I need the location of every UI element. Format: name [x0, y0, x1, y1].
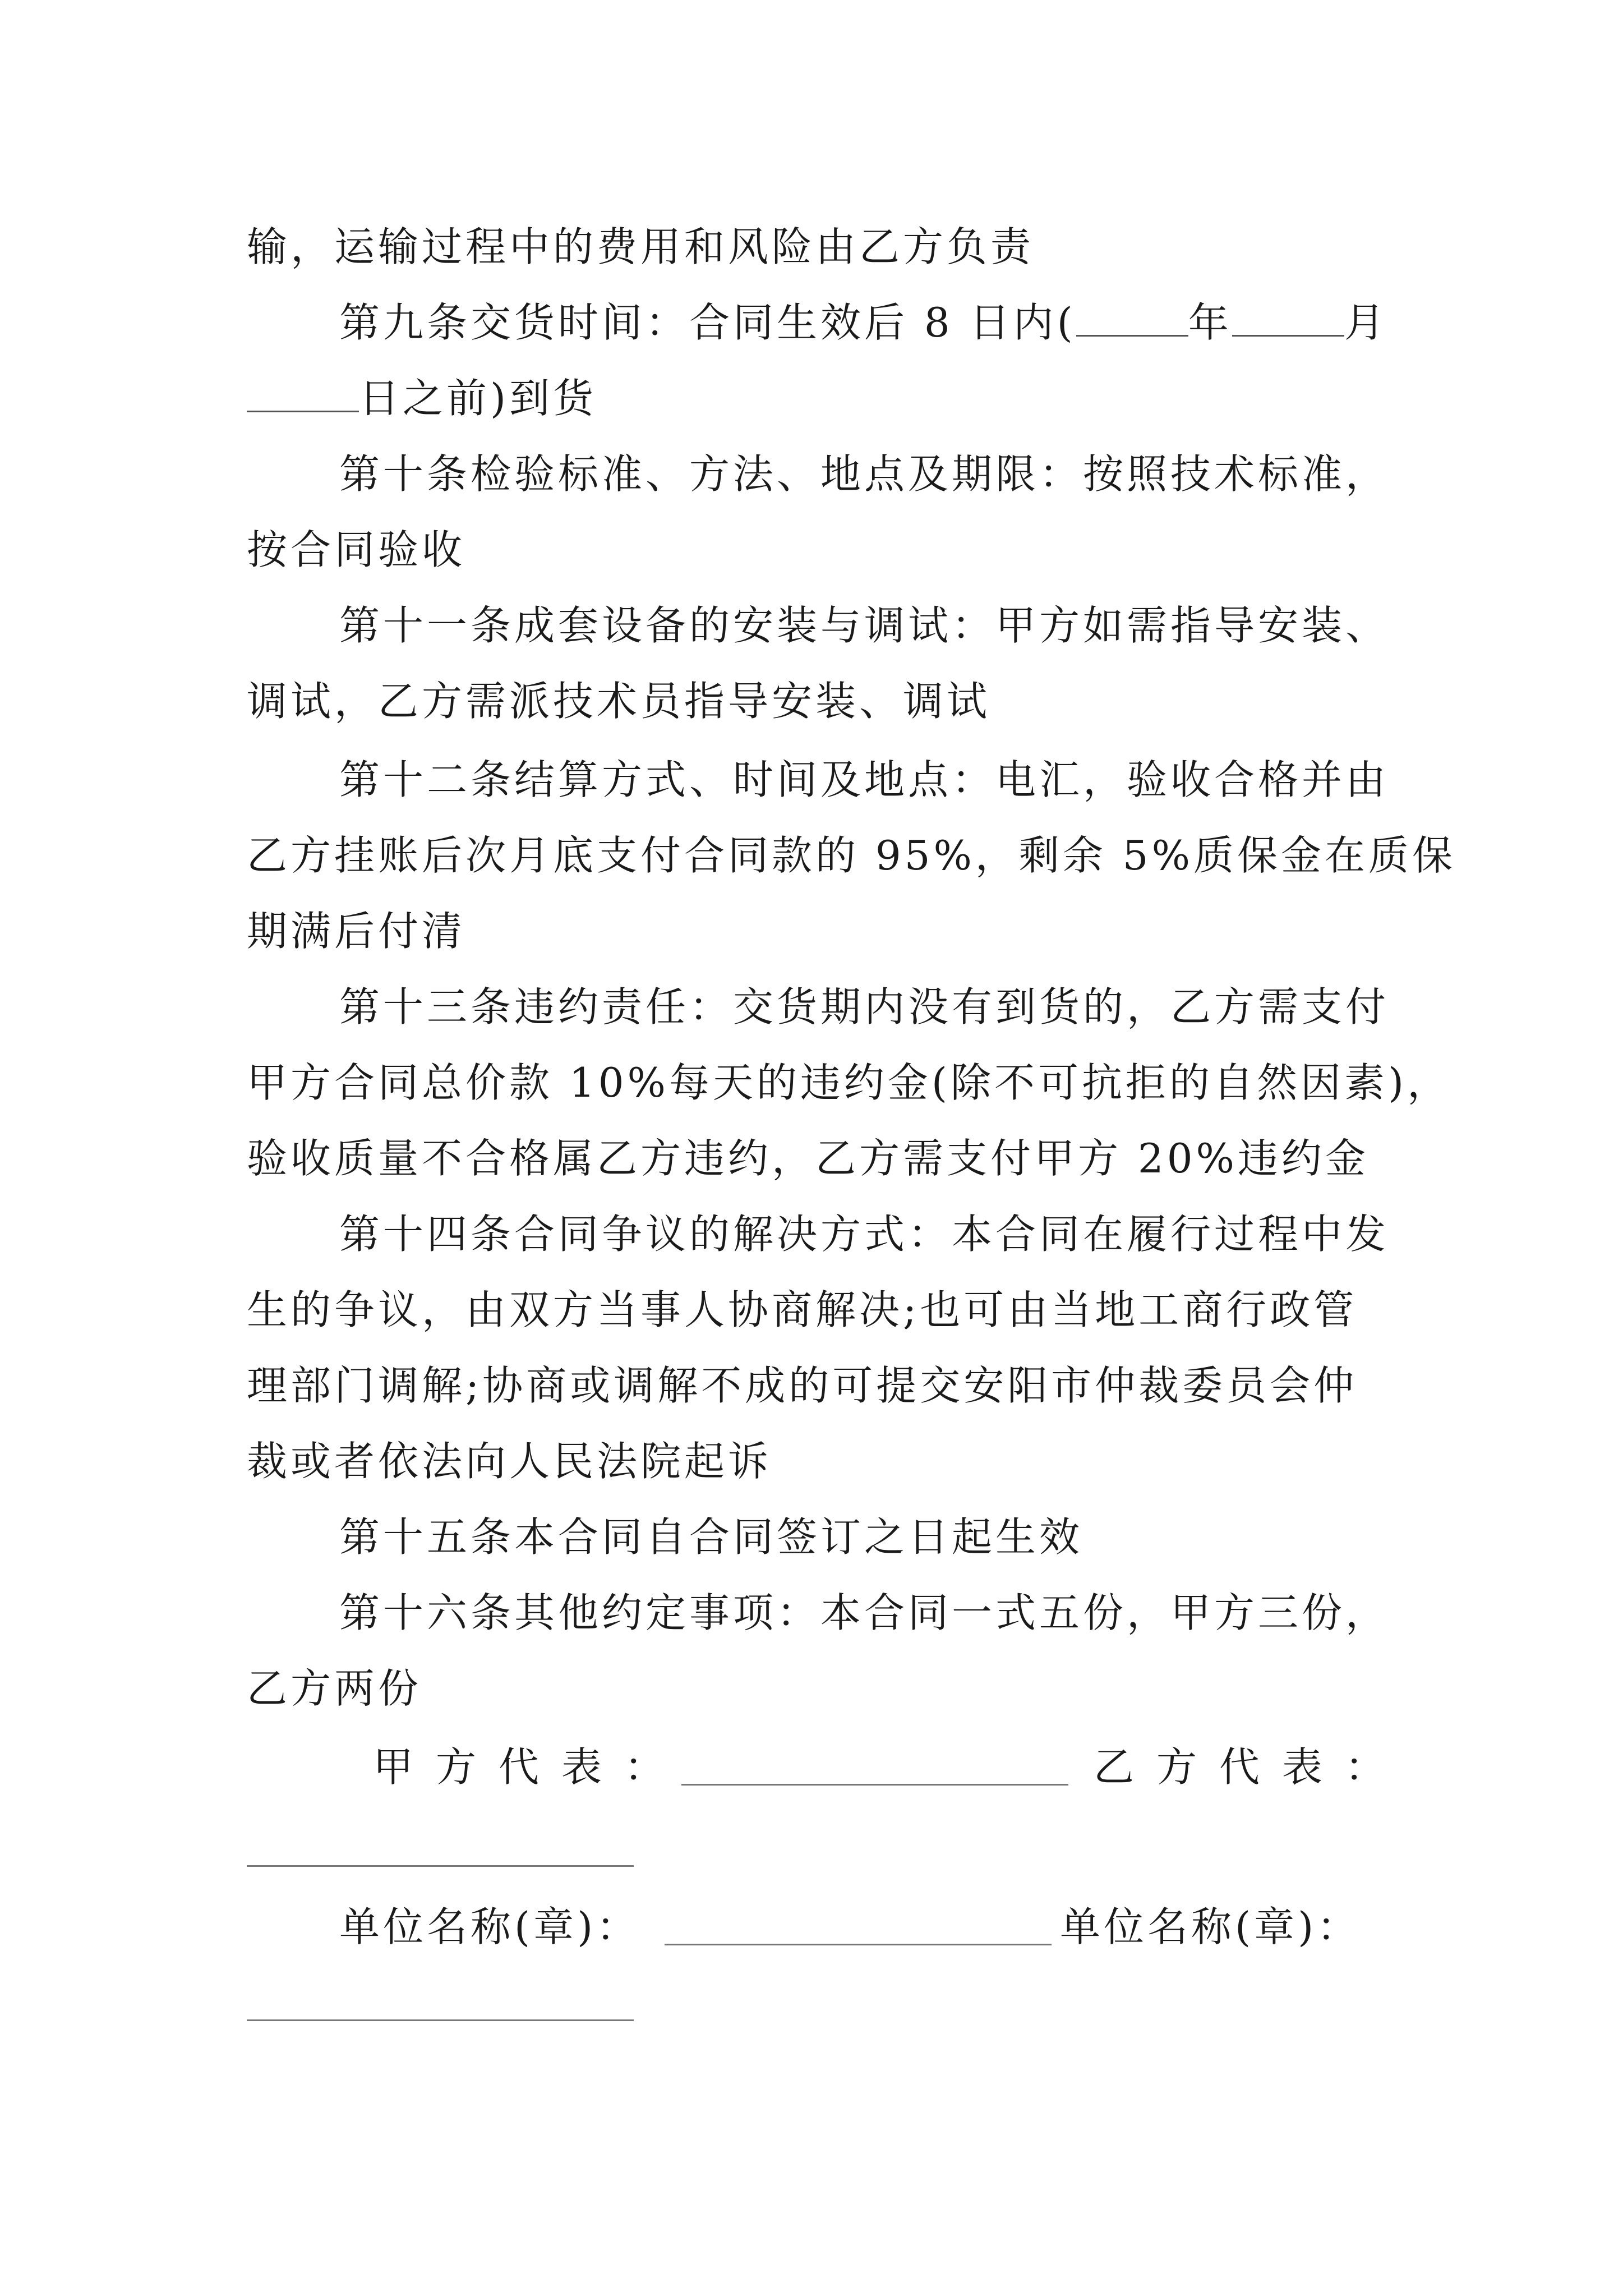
article-15-line: 第十五条本合同自合同签订之日起生效	[339, 1513, 1083, 1561]
article-9-line-1	[339, 295, 1388, 351]
article-9-line-2	[247, 370, 597, 426]
article-13-line-3: 验收质量不合格属乙方违约，乙方需支付甲方 20%违约金	[247, 1135, 1369, 1182]
article-14-line-4: 裁或者依法向人民法院起诉	[247, 1438, 772, 1485]
article-13-line-1: 第十三条违约责任：交货期内没有到货的，乙方需支付	[339, 983, 1390, 1030]
article-12-line-2: 乙方挂账后次月底支付合同款的 95%，剩余 5%质保金在质保	[247, 832, 1456, 879]
article-16-line-1: 第十六条其他约定事项：本合同一式五份，甲方三份，	[339, 1589, 1390, 1636]
article-10-line-1: 第十条检验标准、方法、地点及期限：按照技术标准，	[339, 450, 1390, 498]
month-blank	[1232, 296, 1344, 337]
unit-b-label: 单位名称(章)：	[1060, 1903, 1361, 1950]
article-14-line-3: 理部门调解;协商或调解不成的可提交安阳市仲裁委员会仲	[247, 1362, 1358, 1409]
text-segment: 第九条交货时间：合同生效后 8 日内(	[339, 299, 1076, 346]
year-blank	[1076, 296, 1188, 337]
article-16-line-2: 乙方两份	[247, 1665, 422, 1712]
party-a-rep-label: 甲方代表：	[373, 1743, 688, 1791]
text-segment: 日之前)到货	[359, 375, 597, 422]
article-11-line-1: 第十一条成套设备的安装与调试：甲方如需指导安装、	[339, 602, 1390, 649]
text-segment: 年	[1188, 299, 1232, 346]
article-10-line-2: 按合同验收	[247, 526, 466, 573]
article-14-line-2: 生的争议，由双方当事人协商解决;也可由当地工商行政管	[247, 1286, 1358, 1333]
article-14-line-1: 第十四条合同争议的解决方式：本合同在履行过程中发	[339, 1211, 1390, 1258]
unit-a-signature-line	[665, 1944, 1052, 1945]
article-11-line-2: 调试，乙方需派技术员指导安装、调试	[247, 678, 991, 725]
unit-b-signature-line	[247, 2019, 634, 2021]
party-b-rep-label: 乙方代表：	[1094, 1743, 1408, 1791]
party-b-rep-signature-line	[247, 1865, 634, 1867]
article-12-line-1: 第十二条结算方式、时间及地点：电汇，验收合格并由	[339, 756, 1390, 803]
party-a-rep-signature-line	[681, 1784, 1068, 1786]
text-line: 输，运输过程中的费用和风险由乙方负责	[247, 223, 1035, 270]
unit-a-label: 单位名称(章)：	[339, 1903, 640, 1950]
article-12-line-3: 期满后付清	[247, 908, 466, 955]
article-13-line-2: 甲方合同总价款 10%每天的违约金(除不可抗拒的自然因素)，	[247, 1059, 1451, 1106]
day-blank	[247, 371, 359, 412]
text-segment: 月	[1344, 299, 1388, 346]
